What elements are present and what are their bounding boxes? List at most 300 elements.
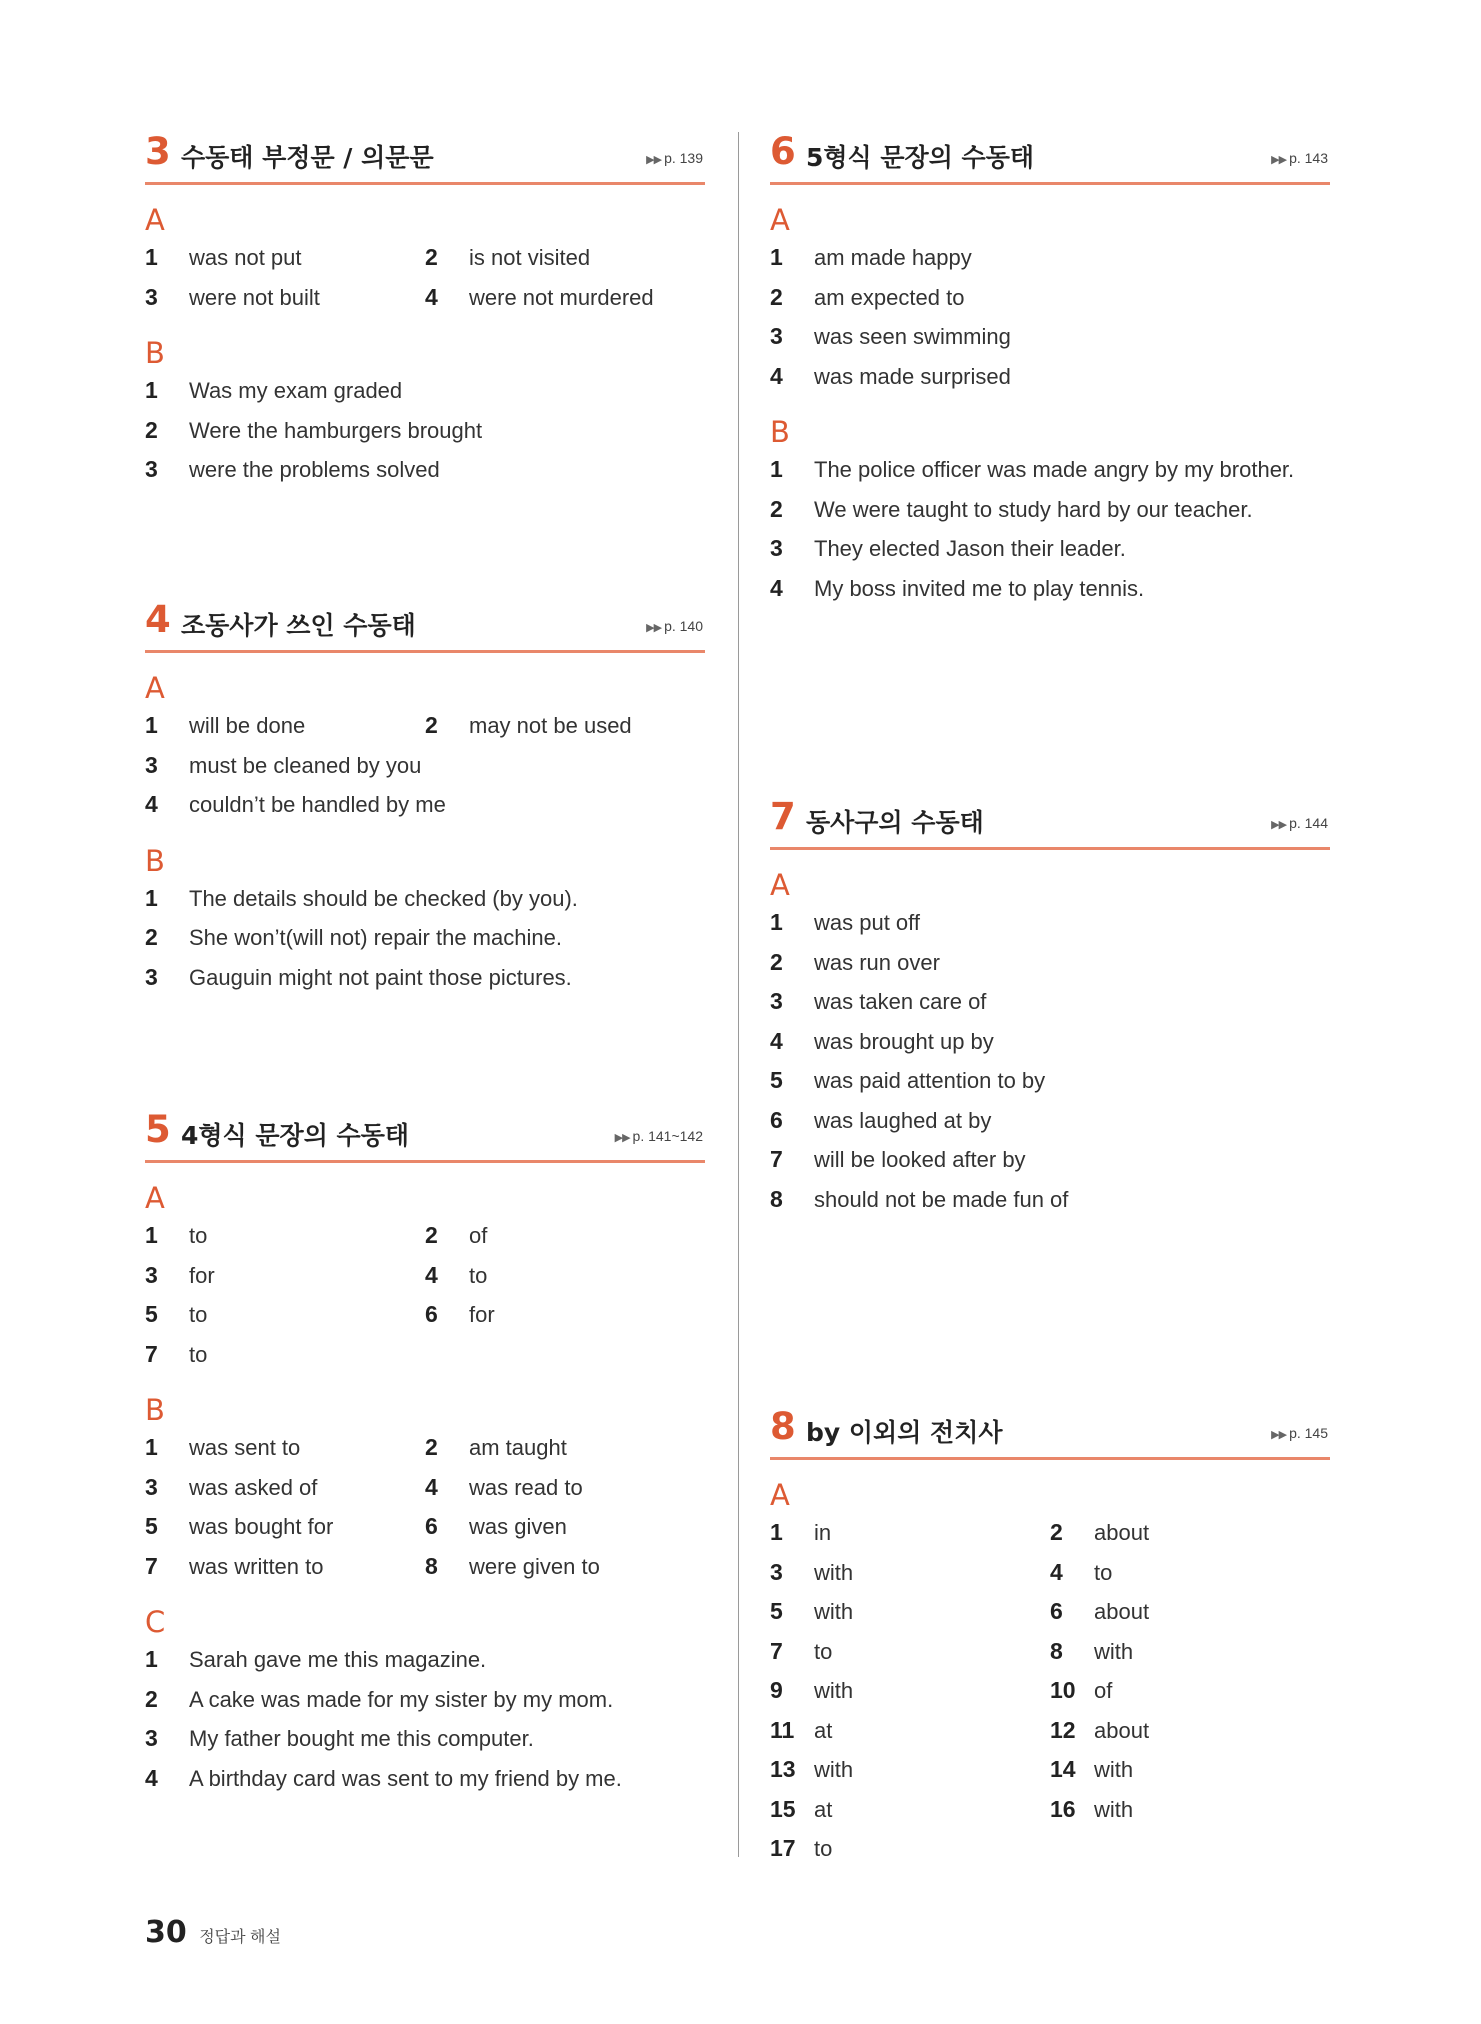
answer-item xyxy=(145,747,421,787)
answer-row xyxy=(770,1102,1330,1142)
answer-number: 7 xyxy=(145,1552,158,1579)
answer-number: 8 xyxy=(1050,1637,1063,1664)
answer-number: 5 xyxy=(770,1067,783,1093)
answer-list xyxy=(770,1514,1330,1870)
answer-item xyxy=(770,1712,832,1752)
answer-text: Was my exam graded xyxy=(189,378,403,403)
answer-row xyxy=(770,1514,1330,1554)
part-a xyxy=(145,203,705,318)
part-letter: A xyxy=(145,1181,165,1215)
answer-number: 4 xyxy=(425,283,438,310)
answer-row xyxy=(770,1791,1330,1831)
answer-item xyxy=(770,570,1144,610)
answer-item xyxy=(145,1508,333,1548)
answer-text: with xyxy=(1094,1757,1134,1782)
part-a xyxy=(145,1181,705,1375)
answer-number: 2 xyxy=(425,1434,438,1460)
answer-item xyxy=(145,279,320,319)
page-reference-text: p. 145 xyxy=(1289,1425,1328,1441)
double-arrow-icon: ▶▶ xyxy=(646,154,662,166)
answer-number: 2 xyxy=(770,495,783,522)
answer-text: with xyxy=(814,1757,854,1782)
answer-text: to xyxy=(469,1262,488,1288)
answer-row xyxy=(145,412,705,452)
answer-row xyxy=(145,919,705,959)
answer-text: was made surprised xyxy=(814,363,1011,389)
answer-row xyxy=(145,279,705,319)
part-letter: A xyxy=(770,203,790,237)
answer-text: My boss invited me to play tennis. xyxy=(814,575,1145,601)
part-b xyxy=(145,1393,705,1587)
answer-number: 3 xyxy=(145,283,158,310)
answer-text: about xyxy=(1094,1520,1150,1545)
answer-text: may not be used xyxy=(469,713,632,738)
answer-text: for xyxy=(469,1302,495,1327)
answer-number: 7 xyxy=(145,1340,158,1367)
answer-list xyxy=(145,1429,705,1587)
answer-number: 4 xyxy=(770,1027,783,1054)
answer-number: 3 xyxy=(145,1261,158,1288)
part-letter: C xyxy=(145,1605,166,1639)
answer-number: 3 xyxy=(145,1725,158,1751)
answer-item xyxy=(770,1141,1026,1181)
part-b xyxy=(145,844,705,999)
answer-row xyxy=(145,747,705,787)
answer-number: 10 xyxy=(1050,1677,1076,1703)
answer-item xyxy=(770,1023,994,1063)
answer-number: 9 xyxy=(770,1677,783,1703)
answer-text: at xyxy=(814,1796,833,1822)
answer-row xyxy=(770,451,1330,491)
answer-row xyxy=(770,1554,1330,1594)
page-reference-text: p. 144 xyxy=(1289,815,1328,831)
answer-number: 4 xyxy=(1050,1558,1063,1585)
answer-item xyxy=(770,451,1294,491)
answer-item xyxy=(145,1641,486,1681)
page-reference xyxy=(1271,815,1328,831)
answer-list xyxy=(145,239,705,318)
answer-item xyxy=(145,1429,300,1469)
answer-row xyxy=(770,491,1330,531)
page-reference xyxy=(1271,1425,1328,1441)
answer-row xyxy=(145,1217,705,1257)
part-letter: A xyxy=(770,1478,790,1512)
answer-item xyxy=(770,358,1011,398)
answer-row xyxy=(770,358,1330,398)
answer-item xyxy=(770,1102,991,1142)
section-title: 수동태 부정문 / 의문문 xyxy=(181,143,434,172)
answer-number: 2 xyxy=(425,712,438,738)
answer-item xyxy=(145,1217,207,1257)
part-letter: A xyxy=(770,868,790,902)
answer-text: about xyxy=(1094,1599,1150,1624)
answer-text: Sarah gave me this magazine. xyxy=(189,1647,487,1672)
answer-number: 1 xyxy=(145,1222,158,1248)
answer-row xyxy=(770,1633,1330,1673)
answer-row xyxy=(145,1508,705,1548)
answer-text: The police officer was made angry by my brother. xyxy=(814,457,1295,482)
answer-number: 2 xyxy=(770,283,783,310)
answer-row xyxy=(145,1681,705,1721)
answer-text: of xyxy=(469,1223,488,1248)
answer-number: 1 xyxy=(770,244,783,270)
answer-text: A birthday card was sent to my friend by me. xyxy=(189,1765,622,1791)
answer-text: were given to xyxy=(469,1553,600,1579)
section-number: 8 xyxy=(770,1405,796,1448)
answer-item xyxy=(1050,1633,1133,1673)
answer-number: 2 xyxy=(425,1222,438,1248)
answer-number: 3 xyxy=(145,1473,158,1500)
answer-list xyxy=(770,239,1330,397)
answer-number: 15 xyxy=(770,1795,796,1822)
answer-text: to xyxy=(189,1223,208,1248)
answer-item xyxy=(770,1791,832,1831)
answer-item xyxy=(425,1217,487,1257)
section-number: 7 xyxy=(770,795,796,838)
section-number: 4 xyxy=(145,598,171,641)
answer-row xyxy=(770,530,1330,570)
answer-number: 3 xyxy=(770,323,783,349)
answer-text: was written to xyxy=(189,1553,324,1579)
answer-text: She won’t(will not) repair the machine. xyxy=(189,925,562,950)
answer-text: for xyxy=(189,1262,215,1288)
answer-list xyxy=(770,904,1330,1220)
answer-number: 6 xyxy=(425,1301,438,1327)
answer-item xyxy=(425,1257,487,1297)
answer-row xyxy=(145,372,705,412)
answer-text: were not built xyxy=(189,284,320,310)
answer-text: with xyxy=(1094,1638,1134,1664)
answer-item xyxy=(770,239,972,279)
answer-text: was asked of xyxy=(189,1474,318,1500)
answer-item xyxy=(770,1181,1068,1221)
answer-item xyxy=(770,1633,832,1673)
page-reference-text: p. 143 xyxy=(1289,150,1328,166)
answer-row xyxy=(145,451,705,491)
section-header xyxy=(770,130,1330,185)
answer-text: was run over xyxy=(814,949,940,975)
part-a xyxy=(145,671,705,826)
answer-text: was put off xyxy=(814,910,920,935)
answer-number: 8 xyxy=(770,1185,783,1212)
answer-number: 3 xyxy=(770,988,783,1014)
part-letter: A xyxy=(145,203,165,237)
answer-item xyxy=(770,1751,853,1791)
answer-row xyxy=(145,786,705,826)
answer-row xyxy=(145,1720,705,1760)
answer-number: 6 xyxy=(770,1106,783,1133)
answer-item xyxy=(770,1830,832,1870)
part-a xyxy=(770,203,1330,397)
part-b xyxy=(770,415,1330,609)
page-reference xyxy=(615,1128,703,1144)
answer-item xyxy=(145,1257,215,1297)
answer-number: 1 xyxy=(145,712,158,738)
answer-number: 4 xyxy=(770,362,783,389)
answer-row xyxy=(770,1751,1330,1791)
answer-item xyxy=(770,904,920,944)
answer-number: 3 xyxy=(770,1558,783,1585)
answer-item xyxy=(145,239,302,279)
answer-number: 4 xyxy=(425,1473,438,1500)
section-title: 동사구의 수동태 xyxy=(806,808,984,837)
answer-text: with xyxy=(1094,1796,1134,1822)
part-letter: B xyxy=(145,1393,165,1427)
answer-item xyxy=(425,1469,583,1509)
page-reference-text: p. 139 xyxy=(664,150,703,166)
answer-row xyxy=(770,1181,1330,1221)
answer-number: 16 xyxy=(1050,1795,1076,1822)
answer-text: with xyxy=(814,1678,854,1703)
page-reference xyxy=(1271,150,1328,166)
answer-number: 4 xyxy=(425,1261,438,1288)
answer-item xyxy=(145,786,446,826)
answer-text: We were taught to study hard by our teacher. xyxy=(814,496,1253,522)
answer-row xyxy=(770,1062,1330,1102)
answer-list xyxy=(145,1217,705,1375)
answer-row xyxy=(145,1548,705,1588)
answer-item xyxy=(1050,1791,1133,1831)
section-title: 4형식 문장의 수동태 xyxy=(181,1121,410,1150)
answer-text: at xyxy=(814,1717,833,1743)
column-divider xyxy=(738,132,739,1857)
answer-text: couldn’t be handled by me xyxy=(189,792,446,817)
answer-text: was seen swimming xyxy=(814,324,1011,349)
answer-number: 5 xyxy=(770,1598,783,1624)
answer-item xyxy=(145,959,572,999)
section-4 xyxy=(145,598,705,998)
double-arrow-icon: ▶▶ xyxy=(1271,1429,1287,1441)
answer-item xyxy=(425,1508,567,1548)
part-b xyxy=(145,336,705,491)
answer-row xyxy=(145,1257,705,1297)
section-8 xyxy=(770,1405,1330,1870)
answer-item xyxy=(770,1554,853,1594)
answer-item xyxy=(1050,1712,1149,1752)
section-5 xyxy=(145,1108,705,1799)
answer-item xyxy=(425,1429,567,1469)
answer-number: 3 xyxy=(145,963,158,990)
section-3 xyxy=(145,130,705,491)
answer-item xyxy=(425,279,654,319)
answer-text: was read to xyxy=(469,1474,583,1500)
answer-item xyxy=(770,983,986,1023)
answer-row xyxy=(770,279,1330,319)
answer-number: 13 xyxy=(770,1756,796,1782)
page-footer xyxy=(145,1915,281,1950)
answer-row xyxy=(770,983,1330,1023)
answer-text: is not visited xyxy=(469,245,591,270)
answer-number: 1 xyxy=(770,909,783,935)
answer-row xyxy=(145,239,705,279)
answer-number: 1 xyxy=(145,1434,158,1460)
answer-item xyxy=(145,1720,534,1760)
answer-item xyxy=(145,1336,207,1376)
answer-number: 6 xyxy=(425,1513,438,1539)
answer-row xyxy=(770,239,1330,279)
answer-text: were not murdered xyxy=(469,284,654,310)
answer-number: 2 xyxy=(145,416,158,443)
answer-text: am taught xyxy=(469,1435,567,1460)
answer-number: 6 xyxy=(1050,1598,1063,1624)
answer-item xyxy=(145,1760,622,1800)
answer-item xyxy=(145,880,578,920)
answer-text: were the problems solved xyxy=(189,457,440,482)
section-title: 5형식 문장의 수동태 xyxy=(806,143,1035,172)
answer-text: will be done xyxy=(189,713,306,738)
answer-number: 1 xyxy=(770,1519,783,1545)
answer-row xyxy=(770,944,1330,984)
answer-text: must be cleaned by you xyxy=(189,752,422,778)
answer-text: will be looked after by xyxy=(814,1147,1026,1172)
section-header xyxy=(145,1108,705,1163)
answer-row xyxy=(145,959,705,999)
answer-row xyxy=(145,880,705,920)
answer-row xyxy=(770,570,1330,610)
part-letter: A xyxy=(145,671,165,705)
answer-text: was taken care of xyxy=(814,989,987,1014)
answer-item xyxy=(145,412,482,452)
answer-list xyxy=(145,372,705,491)
part-letter: B xyxy=(145,336,165,370)
part-a xyxy=(770,1478,1330,1870)
answer-row xyxy=(770,904,1330,944)
answer-item xyxy=(1050,1514,1149,1554)
answer-item xyxy=(145,919,562,959)
answer-text: was laughed at by xyxy=(814,1107,992,1133)
answer-number: 5 xyxy=(145,1513,158,1539)
answer-number: 1 xyxy=(145,1646,158,1672)
answer-item xyxy=(145,1469,317,1509)
answer-item xyxy=(145,1296,207,1336)
answer-row xyxy=(145,1296,705,1336)
answer-item xyxy=(1050,1554,1112,1594)
answer-item xyxy=(770,1593,853,1633)
answer-row xyxy=(770,1672,1330,1712)
answer-number: 12 xyxy=(1050,1716,1076,1743)
answer-row xyxy=(145,707,705,747)
answer-number: 1 xyxy=(145,244,158,270)
answer-row xyxy=(770,1712,1330,1752)
answer-number: 3 xyxy=(145,456,158,482)
answer-item xyxy=(770,491,1253,531)
answer-row xyxy=(145,1760,705,1800)
answer-item xyxy=(770,1062,1045,1102)
section-number: 5 xyxy=(145,1108,171,1151)
answer-number: 14 xyxy=(1050,1756,1076,1782)
answer-text: of xyxy=(1094,1678,1113,1703)
part-letter: B xyxy=(145,843,165,878)
answer-row xyxy=(770,318,1330,358)
answer-text: should not be made fun of xyxy=(814,1186,1069,1212)
answer-row xyxy=(770,1023,1330,1063)
answer-text: Were the hamburgers brought xyxy=(189,417,483,443)
answer-text: was sent to xyxy=(189,1435,301,1460)
answer-row xyxy=(770,1830,1330,1870)
answer-number: 2 xyxy=(145,1685,158,1712)
section-title: 조동사가 쓰인 수동태 xyxy=(181,611,416,640)
answer-number: 1 xyxy=(145,377,158,403)
answer-text: My father bought me this computer. xyxy=(189,1726,534,1751)
answer-number: 11 xyxy=(770,1716,795,1743)
double-arrow-icon: ▶▶ xyxy=(1271,154,1287,166)
answer-number: 7 xyxy=(770,1146,783,1172)
answer-number: 1 xyxy=(145,884,158,911)
answer-item xyxy=(770,1672,853,1712)
answer-text: They elected Jason their leader. xyxy=(814,536,1126,561)
answer-text: to xyxy=(1094,1559,1113,1585)
answer-text: A cake was made for my sister by my mom. xyxy=(189,1686,614,1712)
answer-text: in xyxy=(814,1520,832,1545)
answer-item xyxy=(145,1548,324,1588)
part-c xyxy=(145,1605,705,1799)
answer-text: am expected to xyxy=(814,284,965,310)
answer-item xyxy=(425,1548,600,1588)
answer-number: 4 xyxy=(145,791,158,817)
answer-item xyxy=(145,372,402,412)
answer-row xyxy=(770,1141,1330,1181)
answer-number: 17 xyxy=(770,1835,796,1861)
answer-number: 1 xyxy=(770,456,783,482)
section-number: 6 xyxy=(770,130,796,173)
answer-number: 7 xyxy=(770,1637,783,1664)
answer-text: was given xyxy=(469,1514,567,1539)
answer-text: about xyxy=(1094,1717,1150,1743)
answer-number: 2 xyxy=(1050,1519,1063,1545)
answer-text: am made happy xyxy=(814,245,972,270)
answer-row xyxy=(145,1641,705,1681)
answer-row xyxy=(770,1593,1330,1633)
answer-text: to xyxy=(814,1836,833,1861)
section-6 xyxy=(770,130,1330,609)
answer-item xyxy=(145,1681,613,1721)
section-header xyxy=(770,1405,1330,1460)
part-a xyxy=(770,868,1330,1220)
answer-item xyxy=(425,1296,495,1336)
answer-item xyxy=(770,318,1011,358)
answer-item xyxy=(425,239,590,279)
page-reference-text: p. 141~142 xyxy=(632,1128,703,1144)
answer-number: 2 xyxy=(145,924,158,950)
section-number: 3 xyxy=(145,130,171,173)
page-number: 30 xyxy=(145,1915,187,1950)
answer-item xyxy=(770,1514,831,1554)
page-reference xyxy=(646,150,703,166)
answer-number: 8 xyxy=(425,1552,438,1579)
answer-text: to xyxy=(814,1638,833,1664)
answer-text: The details should be checked (by you). xyxy=(189,885,578,911)
section-header xyxy=(770,795,1330,850)
answer-text: was brought up by xyxy=(814,1028,994,1054)
part-letter: B xyxy=(770,415,790,449)
answer-number: 4 xyxy=(770,574,783,601)
double-arrow-icon: ▶▶ xyxy=(646,622,662,634)
answer-list xyxy=(145,880,705,999)
answer-number: 4 xyxy=(145,1764,158,1791)
answer-number: 2 xyxy=(425,244,438,270)
page-reference-text: p. 140 xyxy=(664,618,703,634)
section-7 xyxy=(770,795,1330,1220)
answer-item xyxy=(1050,1751,1133,1791)
answer-number: 3 xyxy=(770,535,783,561)
answer-item xyxy=(1050,1593,1149,1633)
answer-item xyxy=(770,944,940,984)
answer-number: 2 xyxy=(770,948,783,975)
answer-text: Gauguin might not paint those pictures. xyxy=(189,964,572,990)
answer-item xyxy=(770,279,964,319)
section-header xyxy=(145,130,705,185)
answer-row xyxy=(145,1469,705,1509)
